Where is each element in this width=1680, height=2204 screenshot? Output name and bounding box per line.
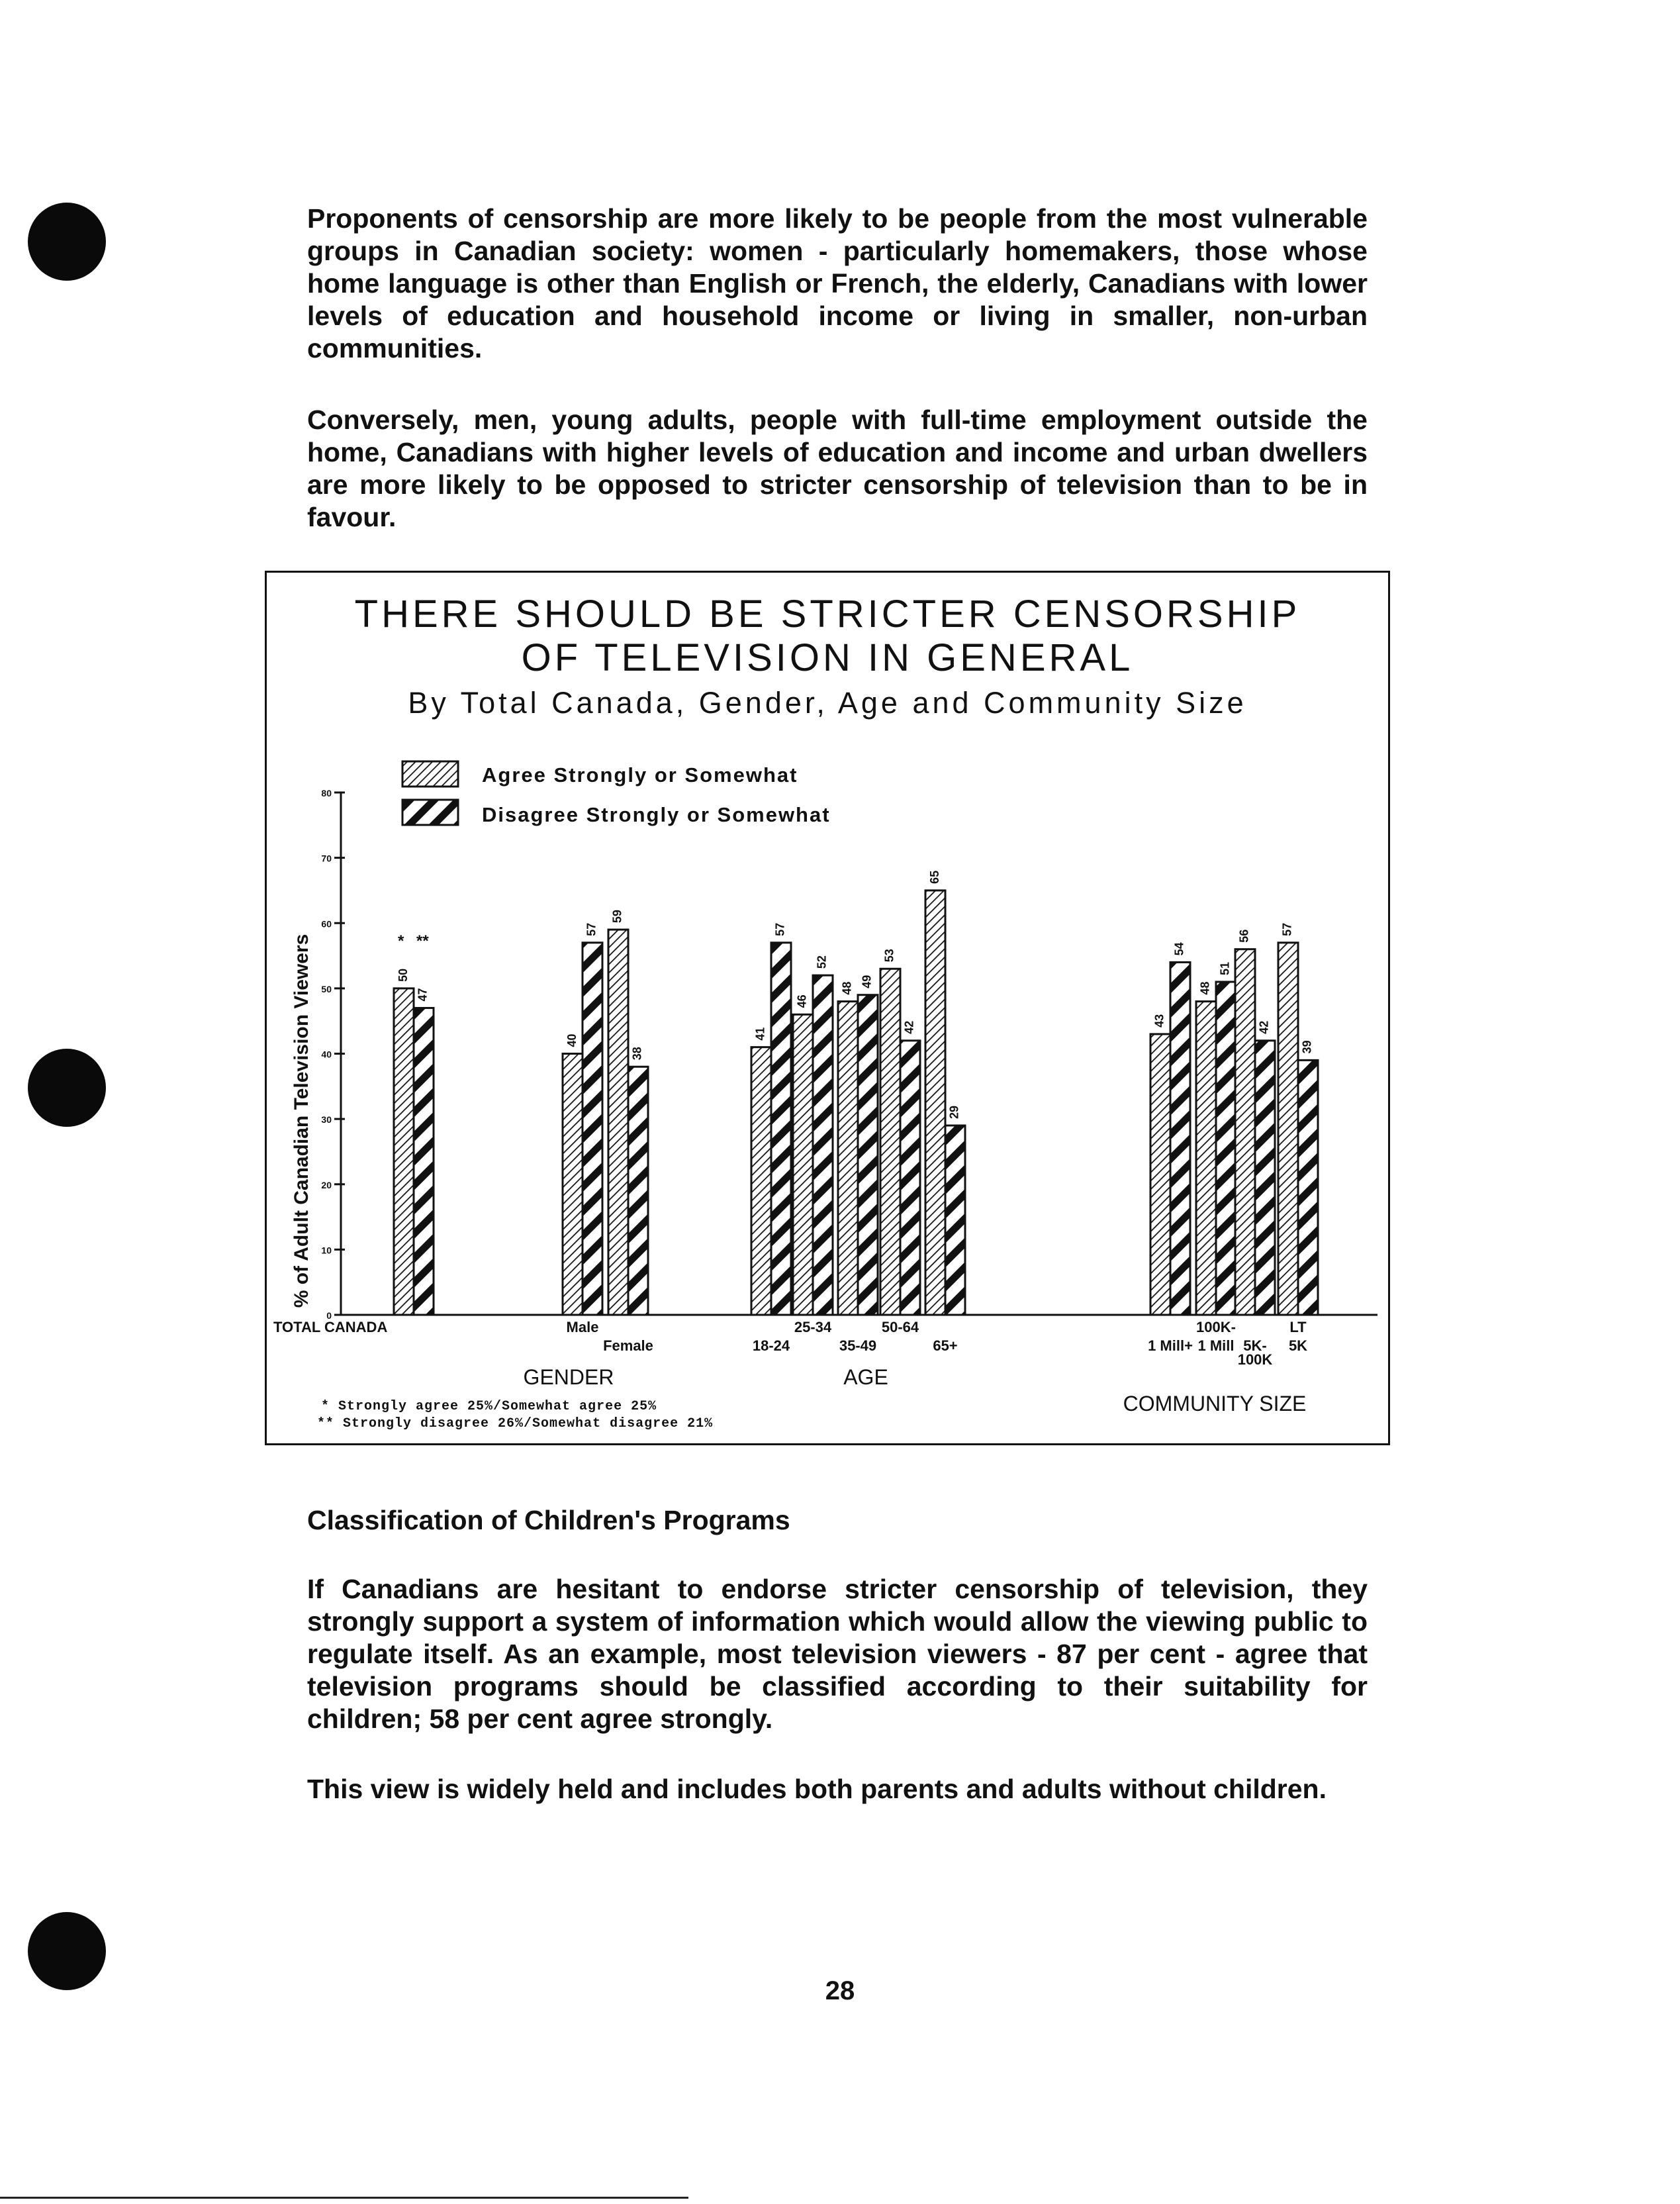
x-label-9-line2: 1 Mill <box>1197 1337 1235 1354</box>
bar-value-disagree-10: 42 <box>1257 1020 1271 1034</box>
section-heading: Classification of Children's Programs <box>307 1505 790 1535</box>
bar-value-disagree-11: 39 <box>1300 1040 1314 1054</box>
x-label-2-line2: Female <box>603 1337 653 1354</box>
punch-hole-middle <box>28 1049 106 1127</box>
y-tick-label-70: 70 <box>321 853 332 864</box>
bar-disagree-3 <box>771 943 791 1315</box>
x-label-5-line2: 35-49 <box>839 1337 877 1354</box>
total-disagree-marker: ** <box>416 932 429 950</box>
bar-disagree-7 <box>945 1126 965 1315</box>
paragraph-widely-held: This view is widely held and includes both parents and adults without children. <box>307 1774 1327 1804</box>
bar-agree-8 <box>1150 1034 1170 1315</box>
chart-title-line2: OF TELEVISION IN GENERAL <box>521 636 1134 679</box>
bar-disagree-9 <box>1216 982 1236 1315</box>
bar-agree-1 <box>563 1054 583 1316</box>
bar-value-disagree-7: 29 <box>947 1105 961 1119</box>
x-label-10-line2: 5K- <box>1243 1337 1267 1354</box>
x-label-11-line1: LT <box>1289 1319 1307 1335</box>
bar-disagree-8 <box>1170 962 1190 1315</box>
bar-disagree-5 <box>858 995 878 1315</box>
censorship-bar-chart <box>267 573 1388 1443</box>
paragraph-conversely: Conversely, men, young adults, people with full-time employment outside the home, Canadians with higher levels of education and income and urban dwellers are more likely to be opposed to stricter censorship of television than to be in favour. <box>307 405 1368 532</box>
bar-disagree-10 <box>1255 1041 1275 1315</box>
legend-label-disagree: Disagree Strongly or Somewhat <box>482 803 831 826</box>
bar-disagree-11 <box>1298 1060 1318 1315</box>
footnote-strongly-agree: * Strongly agree 25%/Somewhat agree 25% <box>321 1399 657 1414</box>
y-tick-label-20: 20 <box>321 1179 332 1190</box>
bar-value-disagree-3: 57 <box>773 922 787 936</box>
x-label-4-line1: 25-34 <box>794 1319 832 1335</box>
bar-disagree-6 <box>900 1041 920 1315</box>
bar-value-agree-9: 48 <box>1198 981 1212 995</box>
footnote-strongly-disagree: ** Strongly disagree 26%/Somewhat disagree 21% <box>317 1416 714 1431</box>
bar-agree-2 <box>608 930 628 1315</box>
x-label-7-line2: 65+ <box>933 1337 958 1354</box>
bar-agree-0 <box>394 988 414 1315</box>
bar-value-disagree-2: 38 <box>630 1047 644 1061</box>
bar-value-agree-3: 41 <box>753 1027 767 1041</box>
y-tick-label-60: 60 <box>321 918 332 930</box>
legend-swatch-agree <box>402 761 458 787</box>
bar-agree-3 <box>751 1047 771 1315</box>
x-label-0-line1: TOTAL CANADA <box>273 1319 388 1335</box>
bar-value-disagree-5: 49 <box>860 975 874 988</box>
bar-value-agree-1: 40 <box>565 1033 579 1047</box>
x-label-3-line2: 18-24 <box>752 1337 790 1354</box>
punch-hole-top <box>28 203 106 281</box>
bar-agree-6 <box>880 969 900 1315</box>
bar-value-agree-6: 53 <box>882 949 896 963</box>
bar-agree-10 <box>1235 949 1255 1315</box>
bar-agree-9 <box>1196 1002 1216 1315</box>
y-tick-label-80: 80 <box>321 788 332 798</box>
x-label-1-line1: Male <box>566 1319 599 1335</box>
y-tick-label-50: 50 <box>321 983 332 994</box>
legend-label-agree: Agree Strongly or Somewhat <box>482 763 798 787</box>
y-tick-label-30: 30 <box>321 1114 332 1126</box>
bar-agree-5 <box>838 1002 858 1315</box>
y-tick-label-10: 10 <box>321 1245 332 1256</box>
group-label-community-size: COMMUNITY SIZE <box>1123 1392 1307 1415</box>
bottom-rule <box>0 2197 688 2199</box>
bar-value-disagree-8: 54 <box>1172 942 1186 956</box>
legend-swatch-disagree <box>402 800 458 825</box>
paragraph-classification: If Canadians are hesitant to endorse stricter censorship of television, they strongly support a system of information which would allow the viewing public to regulate itself. As an example, most television viewers - 87 per cent - agree that television programs should be classified according to their suitability for children; 58 per cent agree strongly. <box>307 1574 1368 1734</box>
chart-subtitle: By Total Canada, Gender, Age and Community Size <box>408 686 1247 720</box>
x-label-9-line1: 100K- <box>1196 1319 1236 1335</box>
paragraph-proponents: Proponents of censorship are more likely to be people from the most vulnerable groups in Canadian society: women - particularly homemakers, those whose home language is other than English or French, the elderly, Canadians with lower levels of education and household income or living in smaller, non-urban communities. <box>307 203 1368 363</box>
x-label-8-line2: 1 Mill+ <box>1148 1337 1193 1354</box>
bar-value-disagree-1: 57 <box>584 922 598 936</box>
bar-value-agree-4: 46 <box>795 994 809 1008</box>
bar-value-agree-7: 65 <box>927 870 941 884</box>
bar-value-agree-0: 50 <box>396 968 410 982</box>
page-number: 28 <box>825 1976 855 2005</box>
bar-agree-4 <box>793 1014 813 1315</box>
bar-value-disagree-4: 52 <box>815 955 829 969</box>
x-axis-labels <box>273 1319 1307 1368</box>
bar-value-agree-8: 43 <box>1152 1014 1166 1028</box>
total-agree-marker: * <box>398 932 404 950</box>
group-label-gender: GENDER <box>523 1365 614 1389</box>
bar-value-agree-2: 59 <box>610 910 624 924</box>
bar-disagree-2 <box>628 1067 648 1315</box>
bar-value-agree-5: 48 <box>840 981 854 995</box>
bar-value-agree-11: 57 <box>1280 922 1294 936</box>
y-tick-label-0: 0 <box>326 1310 332 1321</box>
x-label-10-line3: 100K <box>1237 1351 1273 1368</box>
bar-disagree-4 <box>813 975 833 1315</box>
bar-value-agree-10: 56 <box>1237 929 1251 943</box>
bar-value-disagree-9: 51 <box>1218 961 1232 976</box>
chart-frame <box>265 571 1390 1445</box>
bar-disagree-0 <box>414 1008 434 1315</box>
bar-agree-11 <box>1278 943 1298 1315</box>
x-label-11-line2: 5K <box>1288 1337 1308 1354</box>
bars <box>394 871 1318 1315</box>
y-tick-label-40: 40 <box>321 1049 332 1060</box>
chart-title-line1: THERE SHOULD BE STRICTER CENSORSHIP <box>354 593 1301 636</box>
y-axis-label: % of Adult Canadian Television Viewers <box>291 934 312 1308</box>
bar-disagree-1 <box>583 943 602 1315</box>
x-label-6-line1: 50-64 <box>881 1319 919 1335</box>
group-label-age: AGE <box>843 1365 888 1389</box>
bar-value-disagree-6: 42 <box>902 1020 916 1034</box>
bar-value-disagree-0: 47 <box>416 988 430 1002</box>
bar-agree-7 <box>925 890 945 1315</box>
